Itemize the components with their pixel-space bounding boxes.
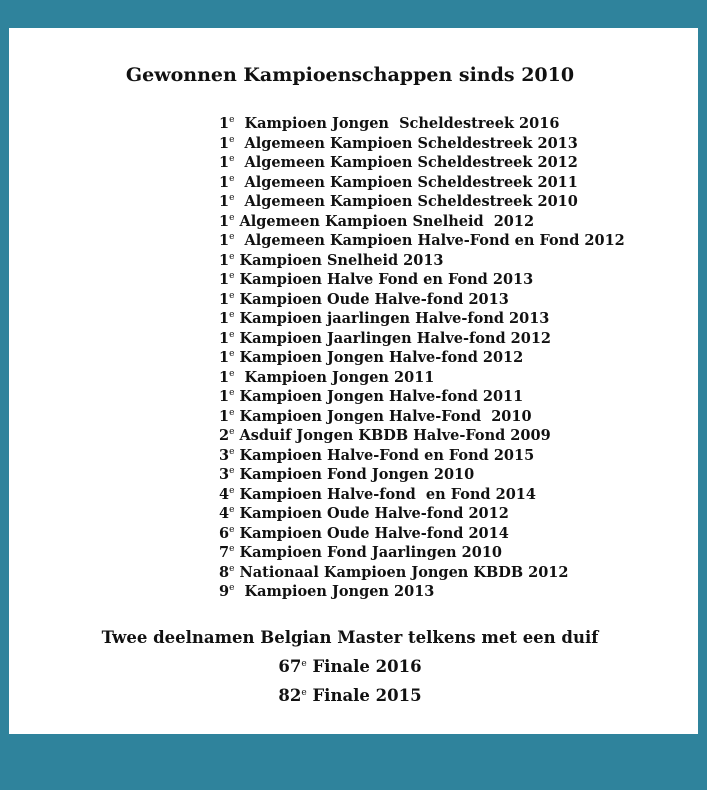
championship-text: Kampioen Jongen Halve-fond 2011 — [234, 388, 524, 405]
document-card — [9, 28, 698, 734]
championship-text: Kampioen Halve Fond en Fond 2013 — [234, 271, 534, 288]
ordinal-suffix: e — [229, 173, 235, 184]
ordinal-suffix: e — [229, 115, 235, 125]
championship-text: Asduif Jongen KBDB Halve-Fond 2009 — [234, 427, 551, 444]
ordinal-suffix: e — [229, 544, 235, 554]
ordinal-suffix: e — [229, 349, 235, 359]
championship-rank: 1 — [219, 368, 230, 386]
championship-text: Algemeen Kampioen Snelheid 2012 — [234, 212, 535, 230]
championship-item — [219, 270, 625, 290]
championship-item — [219, 348, 625, 368]
ordinal-suffix: e — [229, 329, 235, 340]
championship-item — [219, 543, 625, 563]
championship-text: Algemeen Kampioen Scheldestreek 2011 — [234, 173, 578, 191]
championship-item — [219, 426, 625, 446]
championship-text: Kampioen Jongen 2011 — [234, 368, 435, 386]
championship-item — [219, 114, 625, 134]
championship-item — [219, 173, 625, 193]
ordinal-suffix: e — [229, 427, 235, 437]
championship-rank: 1 — [219, 271, 230, 288]
championship-rank: 7 — [219, 544, 230, 561]
championship-text: Kampioen Oude Halve-fond 2014 — [234, 524, 509, 542]
championship-item — [219, 582, 625, 602]
championship-item — [219, 290, 625, 310]
ordinal-suffix: e — [229, 505, 235, 515]
championship-item — [219, 485, 625, 505]
footer-line-final-2016 — [9, 657, 691, 676]
ordinal-suffix: e — [229, 232, 235, 242]
ordinal-suffix: e — [229, 290, 235, 301]
championship-text: Kampioen Halve-fond en Fond 2014 — [234, 485, 536, 503]
ordinal-suffix: e — [229, 154, 235, 164]
championship-rank: 3 — [219, 466, 230, 483]
ordinal-suffix: e — [229, 446, 235, 457]
championship-text: Algemeen Kampioen Scheldestreek 2013 — [234, 134, 578, 152]
ordinal-suffix: e — [229, 466, 235, 476]
ordinal-suffix: e — [229, 212, 235, 223]
championship-item — [219, 251, 625, 271]
championship-item — [219, 192, 625, 212]
championship-rank: 1 — [219, 251, 230, 269]
championship-item — [219, 368, 625, 388]
championship-rank: 1 — [219, 173, 230, 191]
championship-rank: 1 — [219, 310, 230, 327]
championship-item — [219, 504, 625, 524]
championship-item — [219, 309, 625, 329]
championship-item — [219, 387, 625, 407]
championship-rank: 1 — [219, 388, 230, 405]
document-title: Gewonnen Kampioenschappen sinds 2010 — [125, 64, 575, 86]
championship-item — [219, 563, 625, 583]
championship-text: Kampioen Oude Halve-fond 2013 — [234, 290, 509, 308]
championship-item — [219, 212, 625, 232]
final-rank: 67 — [278, 657, 302, 676]
championship-rank: 1 — [219, 115, 230, 132]
ordinal-suffix: e — [229, 251, 235, 262]
championship-item — [219, 446, 625, 466]
championship-item — [219, 407, 625, 427]
final-text: Finale 2015 — [306, 686, 422, 705]
championship-rank: 4 — [219, 485, 230, 503]
championship-rank: 1 — [219, 193, 230, 210]
ordinal-suffix: e — [229, 583, 235, 593]
championship-text: Algemeen Kampioen Halve-Fond en Fond 2012 — [234, 232, 625, 249]
championship-text: Algemeen Kampioen Scheldestreek 2012 — [234, 154, 578, 171]
championship-rank: 1 — [219, 329, 230, 347]
ordinal-suffix: e — [229, 310, 235, 320]
final-text: Finale 2016 — [306, 657, 422, 676]
championship-item — [219, 465, 625, 485]
championship-rank: 1 — [219, 407, 230, 425]
championship-item — [219, 134, 625, 154]
championship-list — [219, 114, 625, 602]
championship-text: Kampioen Fond Jongen 2010 — [234, 466, 475, 483]
championship-rank: 3 — [219, 446, 230, 464]
championship-item — [219, 329, 625, 349]
championship-text: Algemeen Kampioen Scheldestreek 2010 — [234, 193, 578, 210]
championship-rank: 8 — [219, 563, 230, 581]
ordinal-suffix: e — [229, 524, 235, 535]
ordinal-suffix: e — [229, 388, 235, 398]
ordinal-suffix: e — [229, 368, 235, 379]
ordinal-suffix: e — [229, 485, 235, 496]
ordinal-suffix: e — [229, 134, 235, 145]
championship-text: Kampioen jaarlingen Halve-fond 2013 — [234, 310, 550, 327]
championship-item — [219, 231, 625, 251]
championship-rank: 9 — [219, 583, 230, 600]
championship-item — [219, 153, 625, 173]
championship-item — [219, 524, 625, 544]
championship-text: Kampioen Jongen Halve-Fond 2010 — [234, 407, 532, 425]
ordinal-suffix: e — [229, 407, 235, 418]
ordinal-suffix: e — [229, 193, 235, 203]
ordinal-suffix: e — [301, 659, 307, 669]
ordinal-suffix: e — [229, 271, 235, 281]
championship-text: Kampioen Halve-Fond en Fond 2015 — [234, 446, 535, 464]
championship-text: Kampioen Snelheid 2013 — [234, 251, 444, 269]
championship-rank: 1 — [219, 290, 230, 308]
footer-line-final-2015 — [9, 686, 691, 705]
championship-text: Kampioen Jongen Halve-fond 2012 — [234, 349, 524, 366]
footer-line-participation: Twee deelnamen Belgian Master telkens met een duif — [101, 628, 599, 647]
championship-rank: 1 — [219, 134, 230, 152]
championship-rank: 4 — [219, 505, 230, 522]
championship-rank: 6 — [219, 524, 230, 542]
championship-rank: 1 — [219, 212, 230, 230]
ordinal-suffix: e — [301, 688, 307, 698]
ordinal-suffix: e — [229, 563, 235, 574]
championship-rank: 1 — [219, 154, 230, 171]
championship-rank: 1 — [219, 232, 230, 249]
championship-text: Kampioen Jongen Scheldestreek 2016 — [234, 115, 560, 132]
final-rank: 82 — [278, 686, 302, 705]
championship-text: Kampioen Jaarlingen Halve-fond 2012 — [234, 329, 552, 347]
championship-text: Kampioen Fond Jaarlingen 2010 — [234, 544, 503, 561]
championship-rank: 1 — [219, 349, 230, 366]
championship-rank: 2 — [219, 427, 230, 444]
championship-text: Kampioen Jongen 2013 — [234, 583, 435, 600]
championship-text: Kampioen Oude Halve-fond 2012 — [234, 505, 509, 522]
championship-text: Nationaal Kampioen Jongen KBDB 2012 — [234, 563, 569, 581]
